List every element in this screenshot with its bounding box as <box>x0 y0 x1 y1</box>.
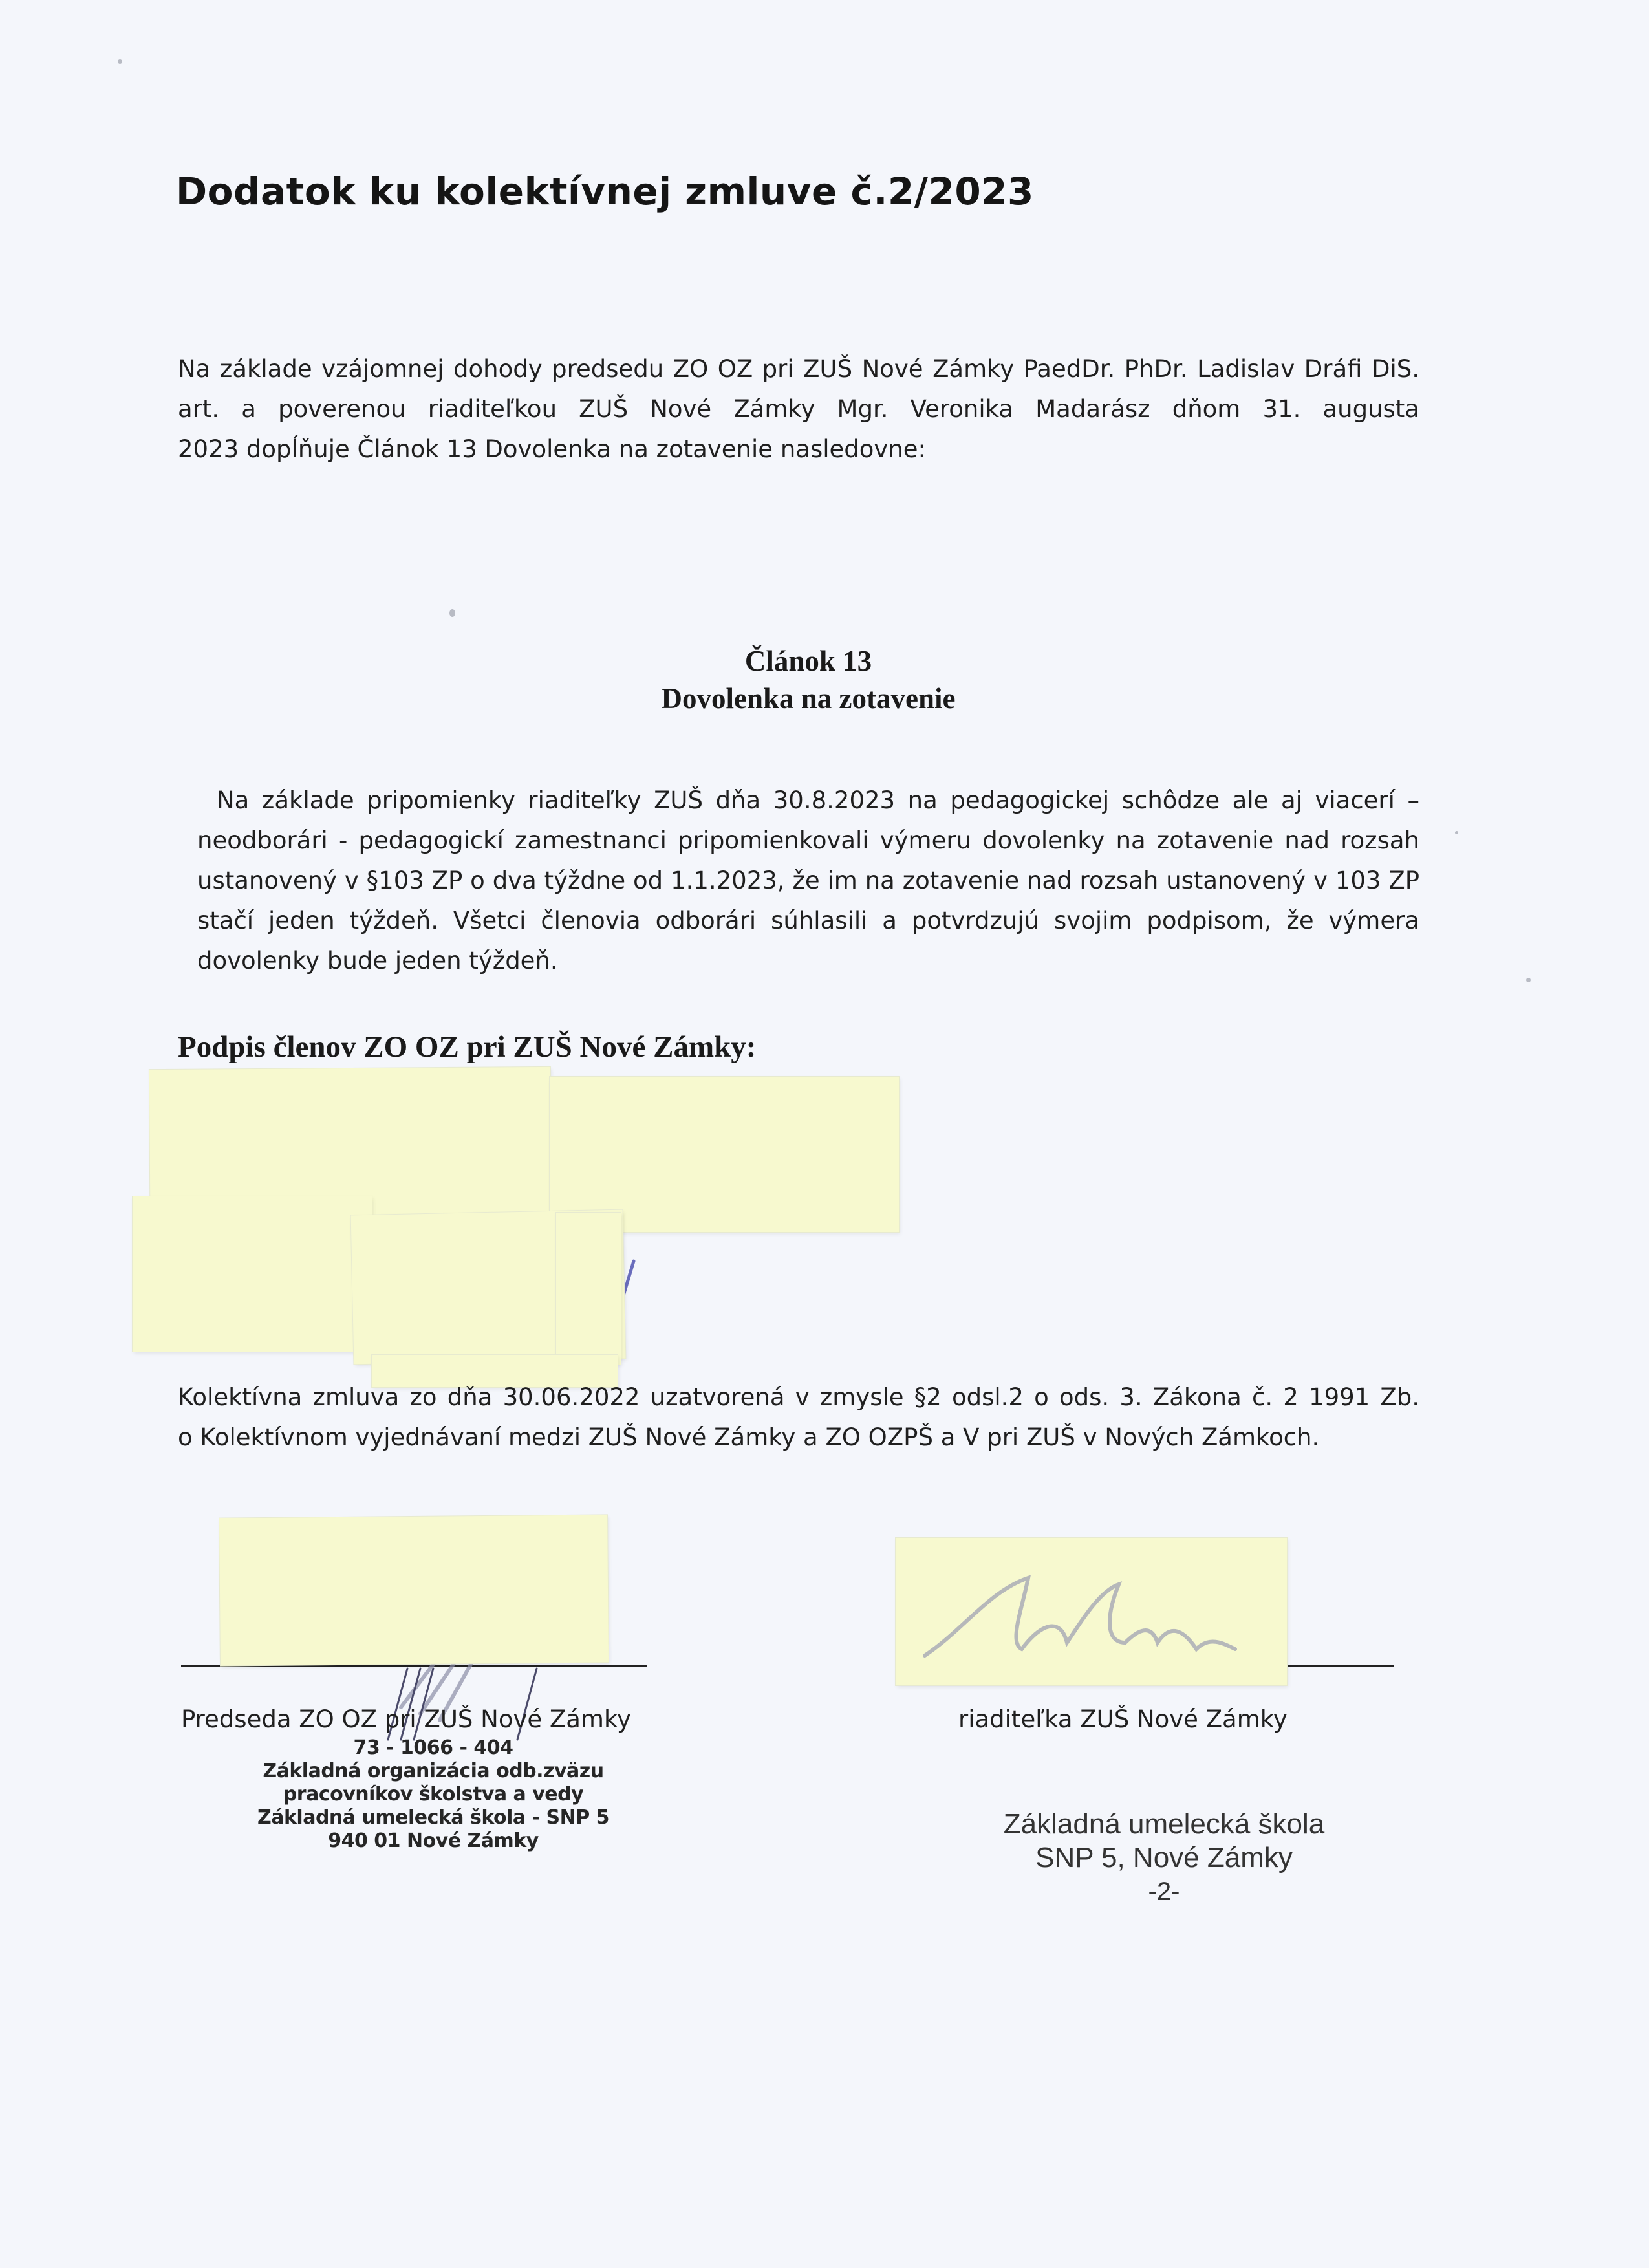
union-stamp <box>233 1736 634 1853</box>
union-stamp-line: Základná umelecká škola - SNP 5 <box>257 1806 609 1829</box>
body-line: ustanovený v §103 ZP o dva týždne od 1.1.2023, že im na zotavenie nad rozsah ustanovený v 103 ZP <box>197 867 1419 894</box>
intro-line: 2023 dopĺňuje Článok 13 Dovolenka na zotavenie nasledovne: <box>178 435 926 463</box>
school-stamp <box>951 1808 1377 1908</box>
right-signatory-caption: riaditeľka ZUŠ Nové Zámky <box>958 1705 1288 1733</box>
intro-line: Na základe vzájomnej dohody predsedu ZO OZ pri ZUŠ Nové Zámky PaedDr. PhDr. Ladislav Dráfi DiS. <box>178 355 1419 383</box>
article-number: Článok 13 <box>744 645 872 677</box>
body-line: Na základe pripomienky riaditeľky ZUŠ dňa 30.8.2023 na pedagogickej schôdze ale aj viacerí – <box>217 786 1419 814</box>
union-stamp-line: pracovníkov školstva a vedy <box>283 1783 584 1806</box>
reference-paragraph <box>178 1377 1419 1458</box>
reference-line: o Kolektívnom vyjednávaní medzi ZUŠ Nové Zámky a ZO OZPŠ a V pri ZUŠ v Nových Zámkoch. <box>178 1423 1320 1451</box>
school-stamp-line: SNP 5, Nové Zámky <box>1035 1842 1293 1874</box>
article-name: Dovolenka na zotavenie <box>661 682 956 715</box>
reference-line: Kolektívna zmluva zo dňa 30.06.2022 uzatvorená v zmysle §2 odsl.2 o ods. 3. Zákona č. 2 1991 Zb. <box>178 1383 1419 1411</box>
scan-speck <box>449 609 455 617</box>
left-signatory-caption: Predseda ZO OZ pri ZUŠ Nové Zámky <box>181 1705 631 1733</box>
school-stamp-line: Základná umelecká škola <box>1003 1808 1325 1840</box>
redaction-sticky-note <box>219 1515 609 1665</box>
scan-speck <box>118 59 122 64</box>
article-body <box>178 781 1419 981</box>
page-number: -2- <box>1148 1877 1180 1906</box>
redaction-sticky-note <box>556 1213 621 1365</box>
right-signature-scribble <box>912 1552 1274 1681</box>
scan-speck <box>1455 831 1458 834</box>
body-line: stačí jeden týždeň. Všetci členovia odborári súhlasili a potvrdzujú svojim podpisom, že výmera <box>197 907 1419 934</box>
body-line: dovolenky bude jeden týždeň. <box>197 947 558 975</box>
body-line: neodborári - pedagogickí zamestnanci pripomienkovali výmeru dovolenky na zotavenie nad rozsah <box>197 826 1419 854</box>
intro-paragraph <box>178 349 1419 470</box>
union-stamp-line: 940 01 Nové Zámky <box>328 1830 539 1852</box>
union-stamp-line: Základná organizácia odb.zväzu <box>263 1760 604 1782</box>
redaction-sticky-note <box>550 1077 899 1232</box>
document-title: Dodatok ku kolektívnej zmluve č.2/2023 <box>176 169 1034 213</box>
signatures-heading: Podpis členov ZO OZ pri ZUŠ Nové Zámky: <box>178 1030 757 1064</box>
intro-line: art. a poverenou riaditeľkou ZUŠ Nové Zámky Mgr. Veronika Madarász dňom 31. augusta <box>178 395 1419 423</box>
redaction-sticky-note <box>133 1196 372 1352</box>
union-stamp-line: 73 - 1066 - 404 <box>353 1736 513 1759</box>
scan-speck <box>1526 978 1531 982</box>
